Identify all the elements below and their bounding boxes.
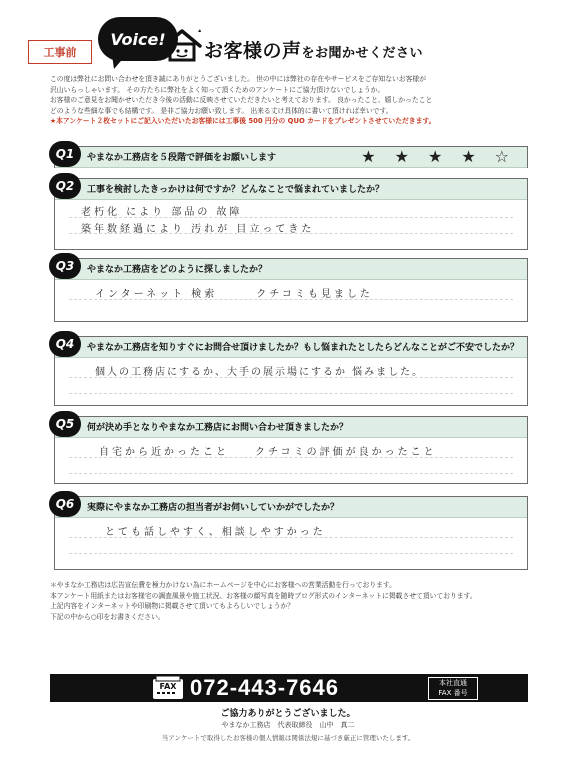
question-3-box	[54, 258, 528, 322]
star-filled-icon[interactable]: ★	[394, 147, 409, 166]
footnote-line: 上記内容をインターネットや印刷物に掲載させて頂いてもよろしいでしょうか？	[50, 602, 295, 610]
answer-3-line-1[interactable]: インターネット 検索 クチコミも見ました	[95, 289, 373, 300]
answer-6-line-1[interactable]: とても話しやすく、相談しやすかった	[105, 527, 326, 538]
privacy-note: 当アンケートで取得したお客様の個人情報は関係法規に基づき厳正に管理いたします。	[161, 734, 415, 742]
fax-number[interactable]: 072-443-7646	[190, 675, 340, 700]
ruled-line	[69, 393, 513, 394]
intro-line: この度は弊社にお問い合わせを頂き誠にありがとうございました。 世の中には弊社の存在やサービスをご存知ないお客様が	[50, 75, 426, 83]
house-icon	[160, 28, 204, 62]
question-2-label: Q2	[49, 173, 81, 199]
answer-2-line-2[interactable]: 築年数経過により 汚れが 目立ってきた	[81, 224, 315, 235]
star-filled-icon[interactable]: ★	[461, 147, 476, 166]
voice-badge: Voice!	[98, 17, 178, 61]
star-filled-icon[interactable]: ★	[427, 147, 443, 166]
gift-note: ★本アンケート２枚セットにご記入いただいたお客様には工事後 500 円分の QUO カードをプレゼントさせていただきます。	[50, 117, 436, 125]
question-4-text: やまなか工務店を知りすぐにお問合せ頂けましたか？もし悩まれたとしたらどんなことがご不安でしたか？	[87, 343, 520, 353]
star-empty-icon[interactable]: ☆	[494, 147, 509, 166]
question-1-box	[54, 146, 528, 168]
footnote-line: ＊やまなか工務店は広告宣伝費を極力かけない為にホームページを中心にお客様への営業活動を行っております。	[50, 581, 396, 589]
fax-icon-label: FAX	[159, 682, 177, 691]
question-5-box	[54, 416, 528, 484]
company-name: やまなか工務店 代表取締役 山中 真二	[221, 721, 355, 729]
intro-line: 沢山いらっしゃいます。 その方たちに弊社をよく知って頂くためのアンケートにご協力頂けないでしょうか。	[50, 85, 385, 94]
fax-bar	[50, 674, 528, 702]
answer-4-line-1[interactable]: 個人の工務店にするか、大手の展示場にするか 悩みました。	[95, 367, 425, 378]
status-tag: 工事前	[28, 40, 92, 64]
rating-stars	[361, 148, 509, 166]
question-1-text: やまなか工務店を５段階で評価をお願いします	[87, 153, 277, 163]
footnote-line: 本アンケート用紙またはお客様宅の調査風景や施工状況、お客様の顔写真を随時ブログ形式のインターネットに掲載させて頂いております。	[50, 591, 477, 600]
question-5-text: 何が決め手となりやまなか工務店にお問い合わせ頂きましたか？	[87, 423, 349, 433]
intro-text	[50, 74, 540, 127]
question-5-label: Q5	[49, 411, 81, 437]
answer-5-line-1[interactable]: 自宅から近かったこと クチコミの評価が良かったこと	[99, 447, 437, 458]
question-6-text: 実際にやまなか工務店の担当者がお伺いしていかがでしたか？	[87, 503, 340, 513]
question-3-label: Q3	[49, 253, 81, 279]
thanks-text: ご協力ありがとうございました。	[220, 709, 356, 719]
question-1-label: Q1	[49, 141, 81, 167]
question-6-box	[54, 496, 528, 570]
fax-icon	[152, 676, 184, 700]
star-filled-icon[interactable]: ★	[361, 147, 376, 166]
fax-note	[428, 677, 478, 700]
intro-line: どのような些細な事でも結構です。 是非ご協力お願い致します。 出来る丈け具体的に書いて頂ければ幸いです。	[50, 106, 393, 115]
page-title	[204, 36, 423, 63]
answer-2-line-1[interactable]: 老朽化 により 部品の 故障	[81, 207, 243, 218]
title-main: お客様の声	[204, 40, 302, 62]
question-3-text: やまなか工務店をどのように探しましたか？	[87, 265, 268, 275]
question-2-box	[54, 178, 528, 250]
speech-tail-icon	[110, 55, 128, 69]
fax-note-line: FAX 番号	[438, 689, 468, 697]
footnote-line: 下記の中から○印をお書きください。	[50, 612, 165, 621]
fax-note-line: 本社直通	[439, 679, 467, 687]
intro-line: お客様のご意見をお聞かせいただき今後の活動に反映させていただきたいと考えております。 良かったこと、嬉しかったこと	[50, 96, 433, 104]
ruled-line	[69, 473, 513, 474]
title-sub: をお聞かせください	[301, 46, 424, 61]
question-2-text: 工事を検討したきっかけは何ですか？どんなことで悩まれていましたか？	[87, 185, 385, 195]
question-4-label: Q4	[49, 331, 81, 357]
footnotes	[50, 580, 550, 622]
question-4-box	[54, 336, 528, 406]
ruled-line	[69, 553, 513, 554]
question-6-label: Q6	[49, 491, 81, 517]
